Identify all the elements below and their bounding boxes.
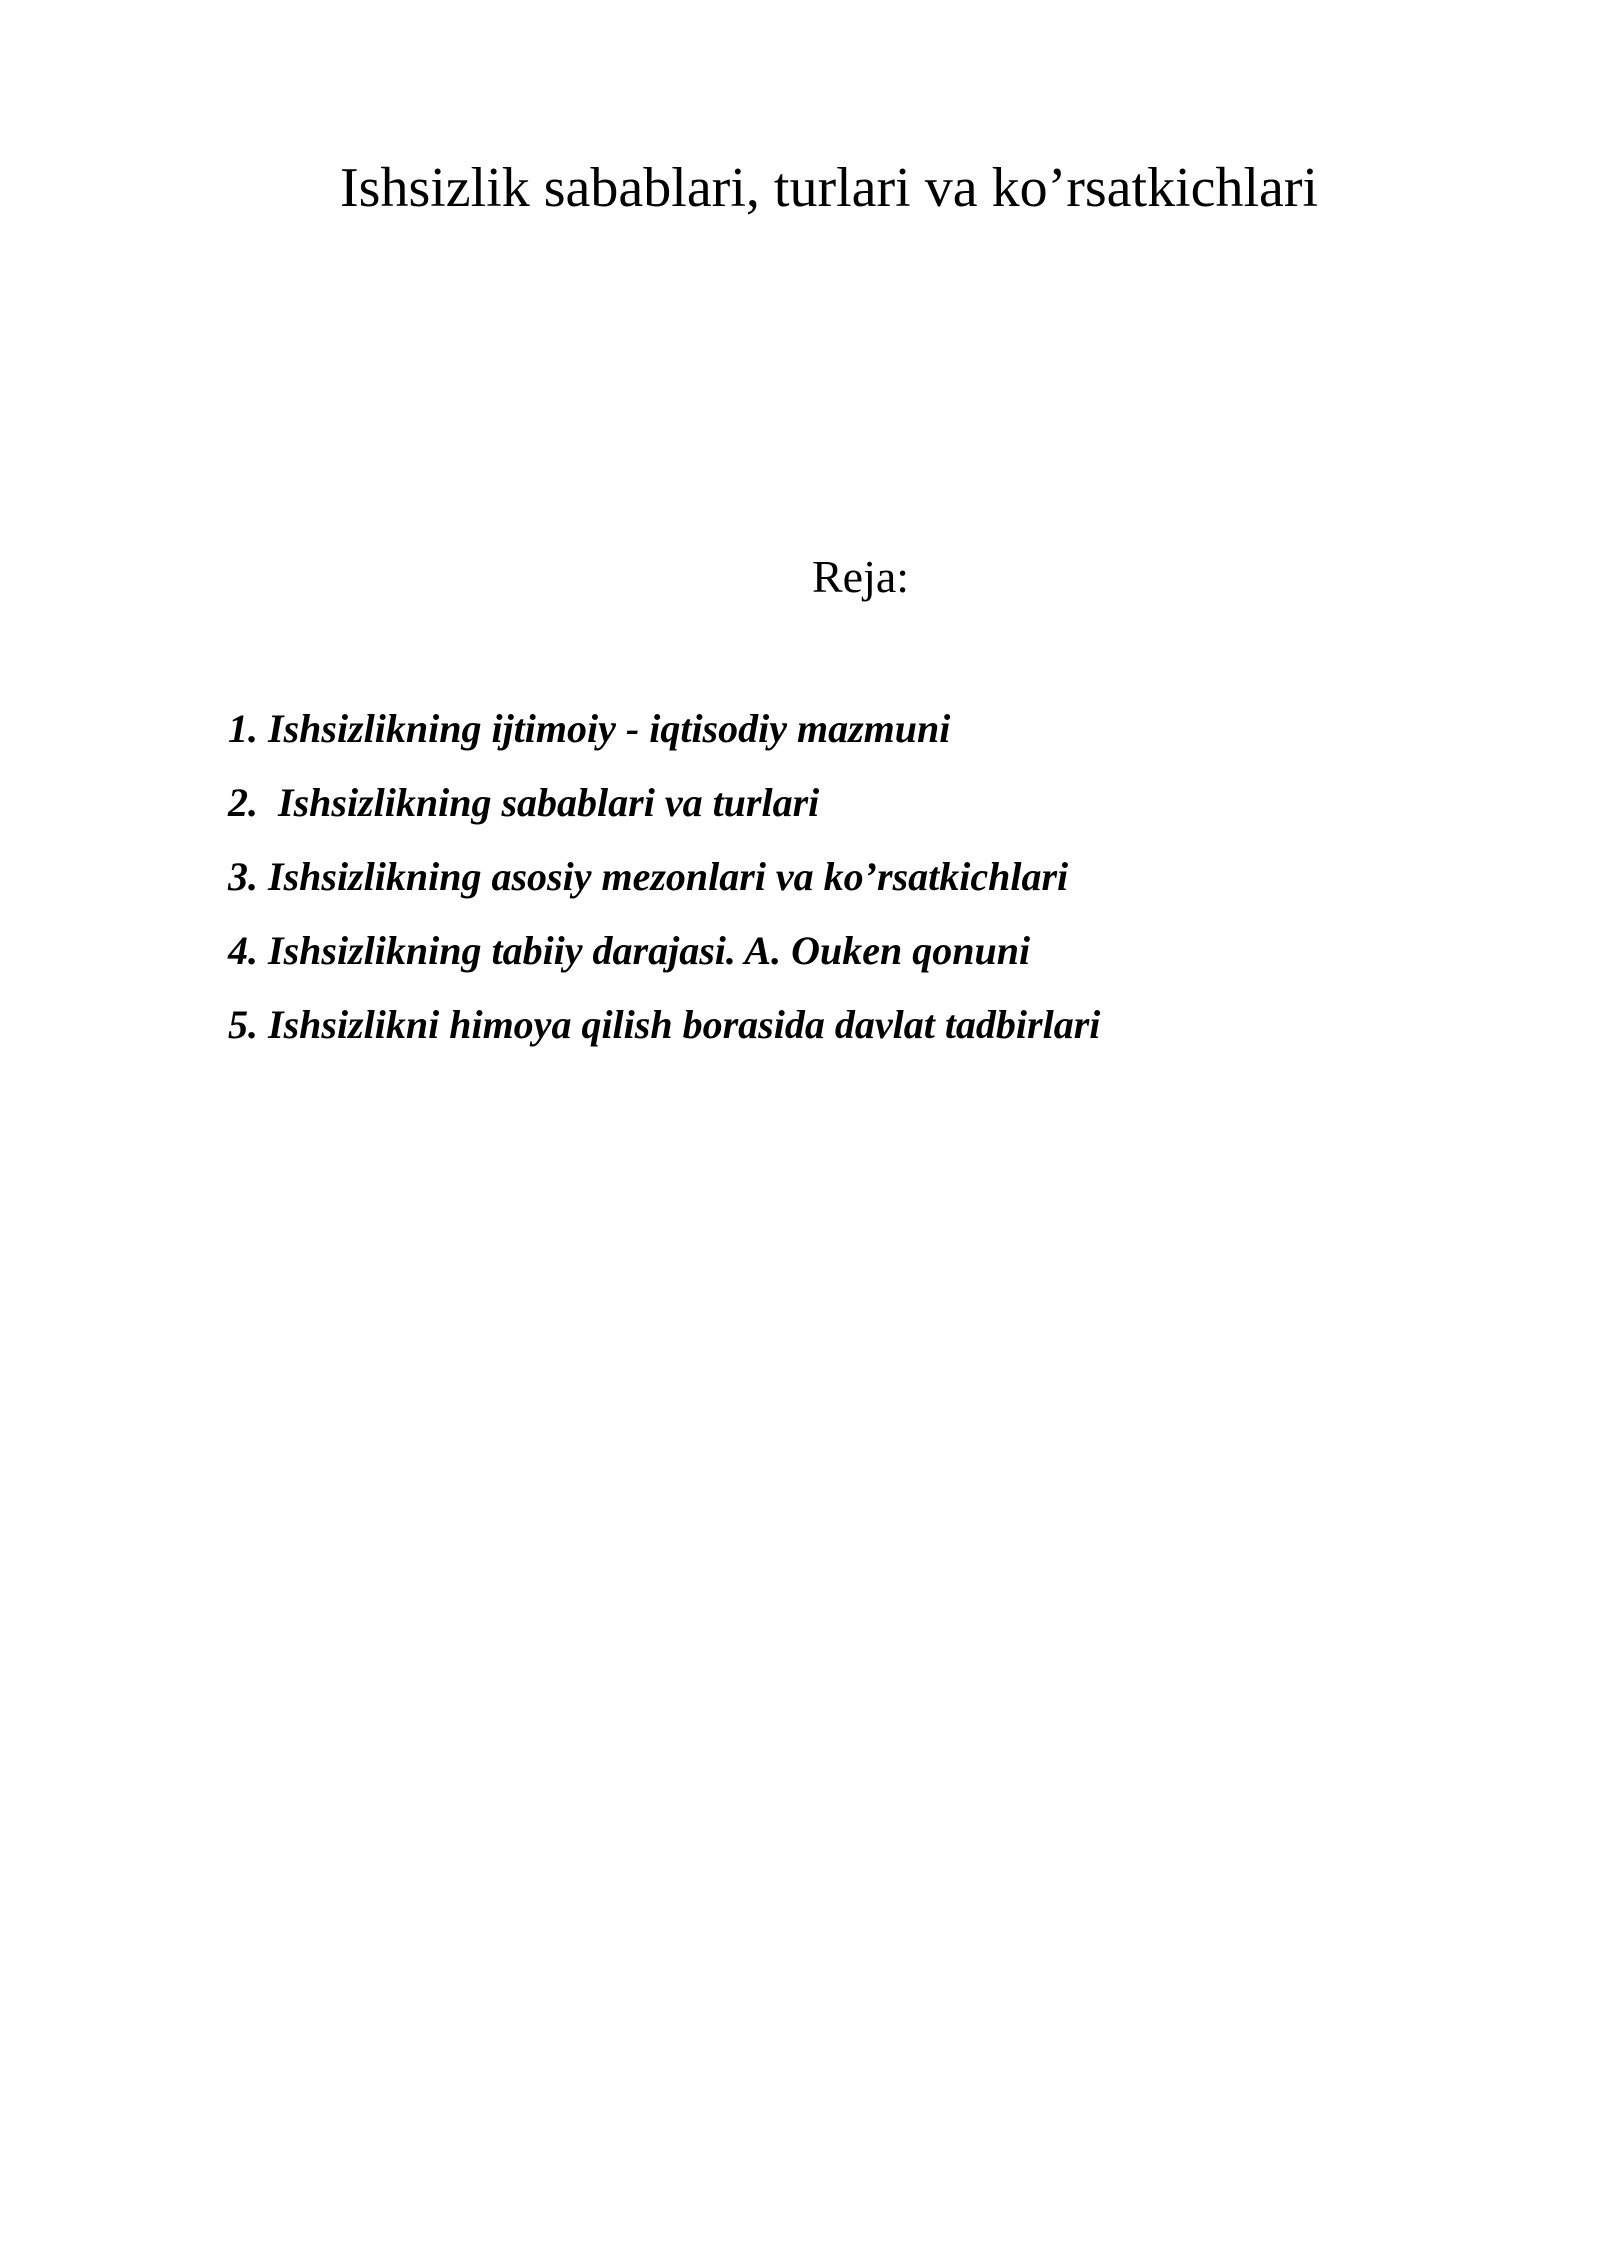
plan-item-2: 2. Ishsizlikning sabablari va turlari xyxy=(228,780,820,825)
plan-heading: Reja: xyxy=(812,551,910,602)
document-title: Ishsizlik sabablari, turlari va ko’rsatkichlari xyxy=(340,157,1319,219)
plan-item-3: 3. Ishsizlikning asosiy mezonlari va ko’rsatkichlari xyxy=(228,854,1069,899)
plan-list xyxy=(228,692,1100,1062)
plan-item-5: 5. Ishsizlikni himoya qilish borasida davlat tadbirlari xyxy=(228,1002,1101,1047)
plan-item-4: 4. Ishsizlikning tabiiy darajasi. A. Ouken qonuni xyxy=(228,928,1031,973)
plan-item-1: 1. Ishsizlikning ijtimoiy - iqtisodiy mazmuni xyxy=(228,706,951,751)
